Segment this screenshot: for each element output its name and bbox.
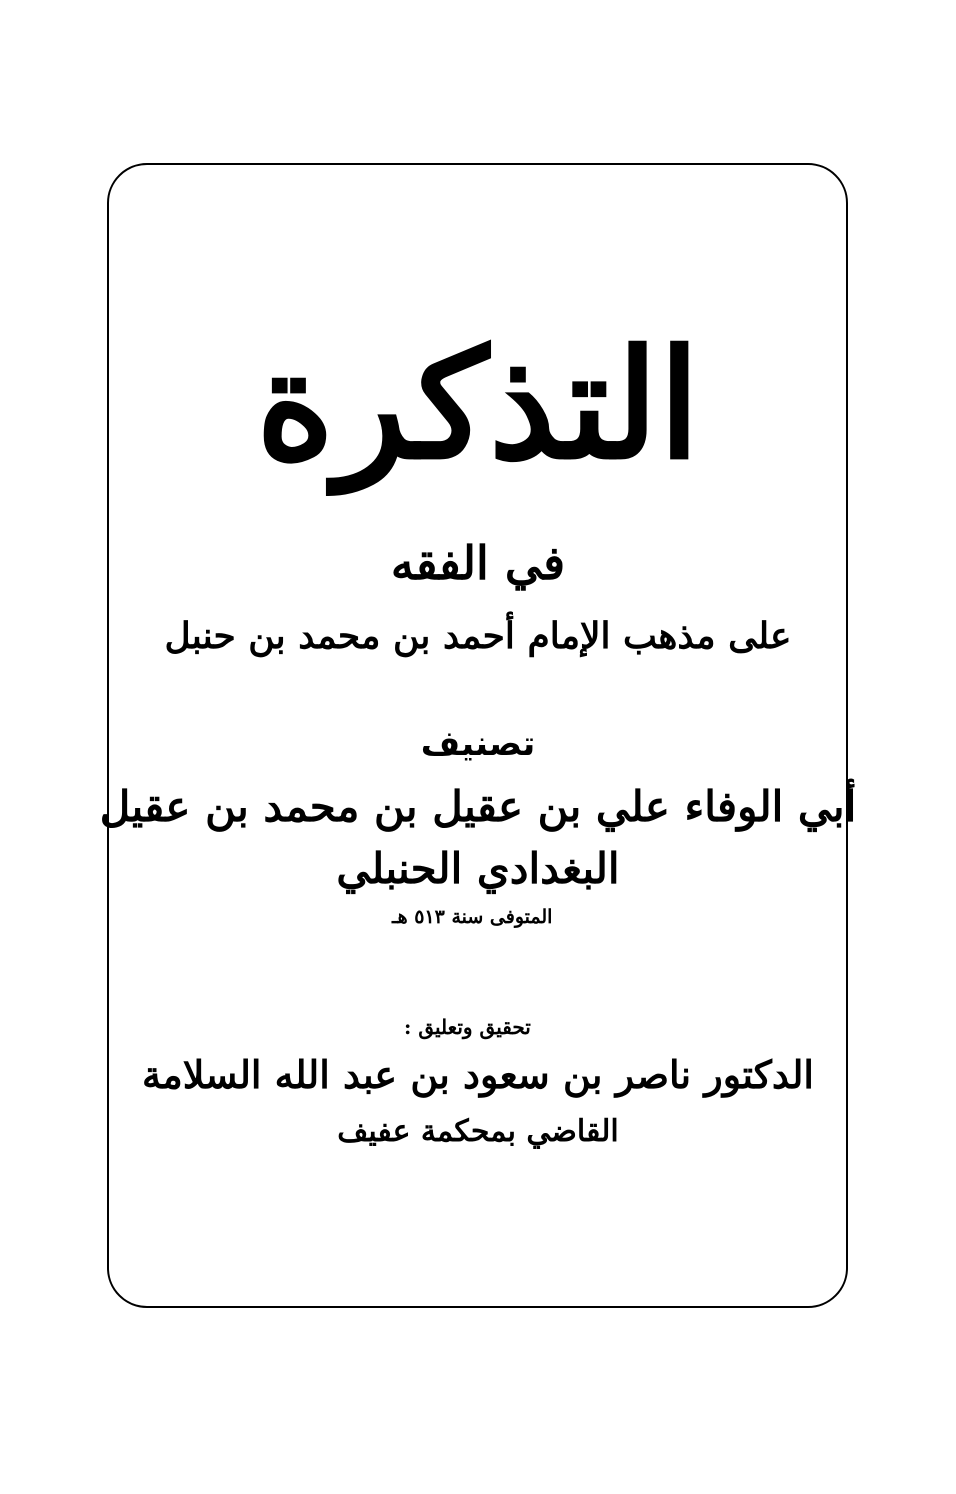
author-name-line-1: أبي الوفاء علي بن عقيل بن محمد بن عقيل (99, 782, 857, 831)
editor-name: الدكتور ناصر بن سعود بن عبد الله السلامة (142, 1052, 814, 1097)
author-name-line-2: البغدادي الحنبلي (336, 844, 620, 893)
editor-label: تحقيق وتعليق : (404, 1015, 531, 1039)
madhhab-line: على مذهب الإمام أحمد بن محمد بن حنبل (164, 615, 792, 657)
editor-position: القاضي بمحكمة عفيف (337, 1114, 619, 1149)
author-label: تصنيف (420, 724, 536, 764)
book-title: التذكرة (255, 317, 701, 493)
author-death-note: المتوفى سنة ٥١٣ هـ (392, 906, 553, 928)
book-subtitle: في الفقه (390, 536, 566, 590)
